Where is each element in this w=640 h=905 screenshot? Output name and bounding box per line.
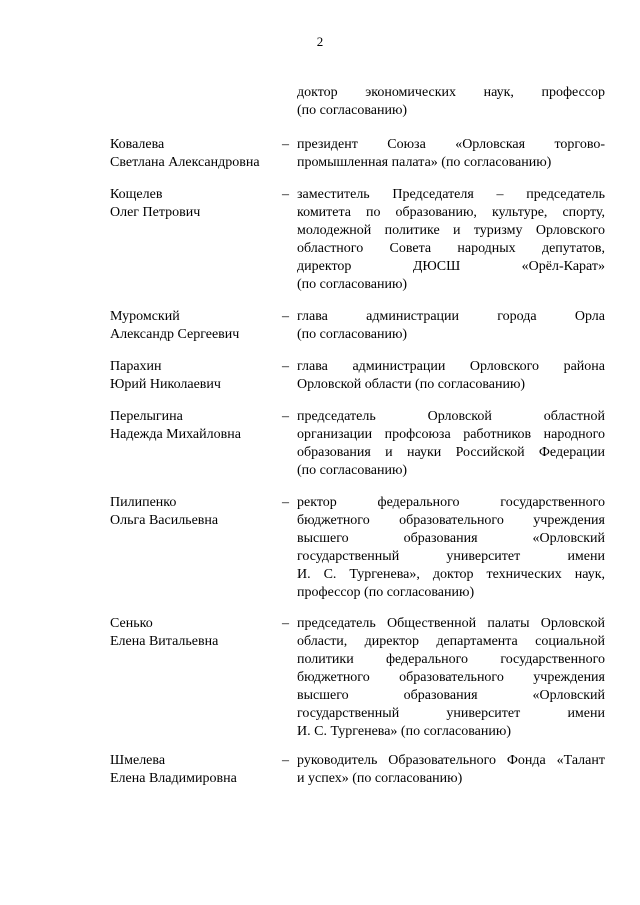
description-line: директор ДЮСШ «Орёл-Карат» bbox=[297, 259, 605, 274]
member-surname: Муромский bbox=[110, 309, 180, 324]
member-surname: Ковалева bbox=[110, 137, 165, 152]
dash-separator: – bbox=[282, 753, 289, 768]
description-line: председатель Орловской областной bbox=[297, 409, 605, 424]
member-name bbox=[110, 308, 275, 344]
member-given-names: Юрий Николаевич bbox=[110, 377, 221, 392]
member-description bbox=[297, 136, 605, 172]
description-line: высшего образования «Орловский bbox=[297, 531, 605, 546]
description-line: (по согласованию) bbox=[297, 463, 408, 478]
member-name bbox=[110, 358, 275, 394]
description-line: (по согласованию) bbox=[297, 103, 408, 118]
description-line: глава администрации Орловского района bbox=[297, 359, 605, 374]
description-line: областного Совета народных депутатов, bbox=[297, 241, 605, 256]
dash-separator: – bbox=[282, 359, 289, 374]
description-line: области, директор департамента социальной bbox=[297, 634, 605, 649]
description-line: высшего образования «Орловский bbox=[297, 688, 605, 703]
member-surname: Сенько bbox=[110, 616, 153, 631]
description-line: организации профсоюза работников народного bbox=[297, 427, 605, 442]
description-line: государственный университет имени bbox=[297, 706, 605, 721]
member-surname: Перелыгина bbox=[110, 409, 183, 424]
member-surname: Кощелев bbox=[110, 187, 163, 202]
member-given-names: Олег Петрович bbox=[110, 205, 201, 220]
member-given-names: Елена Витальевна bbox=[110, 634, 219, 649]
member-description bbox=[297, 358, 605, 394]
description-line: ректор федерального государственного bbox=[297, 495, 605, 510]
member-name bbox=[110, 186, 275, 222]
member-surname: Шмелева bbox=[110, 753, 166, 768]
description-line: молодежной политике и туризму Орловского bbox=[297, 223, 605, 238]
member-given-names: Александр Сергеевич bbox=[110, 327, 240, 342]
member-description bbox=[297, 84, 605, 120]
description-line: комитета по образованию, культуре, спорту, bbox=[297, 205, 605, 220]
member-name bbox=[110, 408, 275, 444]
description-line: заместитель Председателя – председатель bbox=[297, 187, 605, 202]
description-line: доктор экономических наук, профессор bbox=[297, 85, 605, 100]
dash-separator: – bbox=[282, 137, 289, 152]
description-line: бюджетного образовательного учреждения bbox=[297, 670, 605, 685]
description-line: И. С. Тургенева» (по согласованию) bbox=[297, 724, 511, 739]
dash-separator: – bbox=[282, 616, 289, 631]
member-description bbox=[297, 408, 605, 480]
description-line: (по согласованию) bbox=[297, 327, 408, 342]
member-name bbox=[110, 752, 275, 788]
member-given-names: Ольга Васильевна bbox=[110, 513, 219, 528]
member-description bbox=[297, 186, 605, 294]
dash-separator: – bbox=[282, 495, 289, 510]
description-line: президент Союза «Орловская торгово- bbox=[297, 137, 605, 152]
member-given-names: Надежда Михайловна bbox=[110, 427, 241, 442]
description-line: политики федерального государственного bbox=[297, 652, 605, 667]
description-line: профессор (по согласованию) bbox=[297, 585, 475, 600]
description-line: руководитель Образовательного Фонда «Талант bbox=[297, 753, 605, 768]
description-line: образования и науки Российской Федерации bbox=[297, 445, 605, 460]
description-line: Орловской области (по согласованию) bbox=[297, 377, 526, 392]
page-number: 2 bbox=[316, 34, 324, 49]
description-line: промышленная палата» (по согласованию) bbox=[297, 155, 552, 170]
member-given-names: Светлана Александровна bbox=[110, 155, 260, 170]
description-line: глава администрации города Орла bbox=[297, 309, 605, 324]
member-name bbox=[110, 494, 275, 530]
member-name bbox=[110, 136, 275, 172]
description-line: председатель Общественной палаты Орловской bbox=[297, 616, 605, 631]
description-line: (по согласованию) bbox=[297, 277, 408, 292]
description-line: бюджетного образовательного учреждения bbox=[297, 513, 605, 528]
description-line: И. С. Тургенева», доктор технических наук, bbox=[297, 567, 605, 582]
member-description bbox=[297, 615, 605, 741]
member-given-names: Елена Владимировна bbox=[110, 771, 237, 786]
member-description bbox=[297, 752, 605, 788]
description-line: государственный университет имени bbox=[297, 549, 605, 564]
dash-separator: – bbox=[282, 309, 289, 324]
description-line: и успех» (по согласованию) bbox=[297, 771, 463, 786]
member-name bbox=[110, 615, 275, 651]
member-surname: Пилипенко bbox=[110, 495, 177, 510]
dash-separator: – bbox=[282, 409, 289, 424]
member-surname: Парахин bbox=[110, 359, 162, 374]
member-description bbox=[297, 494, 605, 602]
dash-separator: – bbox=[282, 187, 289, 202]
member-description bbox=[297, 308, 605, 344]
